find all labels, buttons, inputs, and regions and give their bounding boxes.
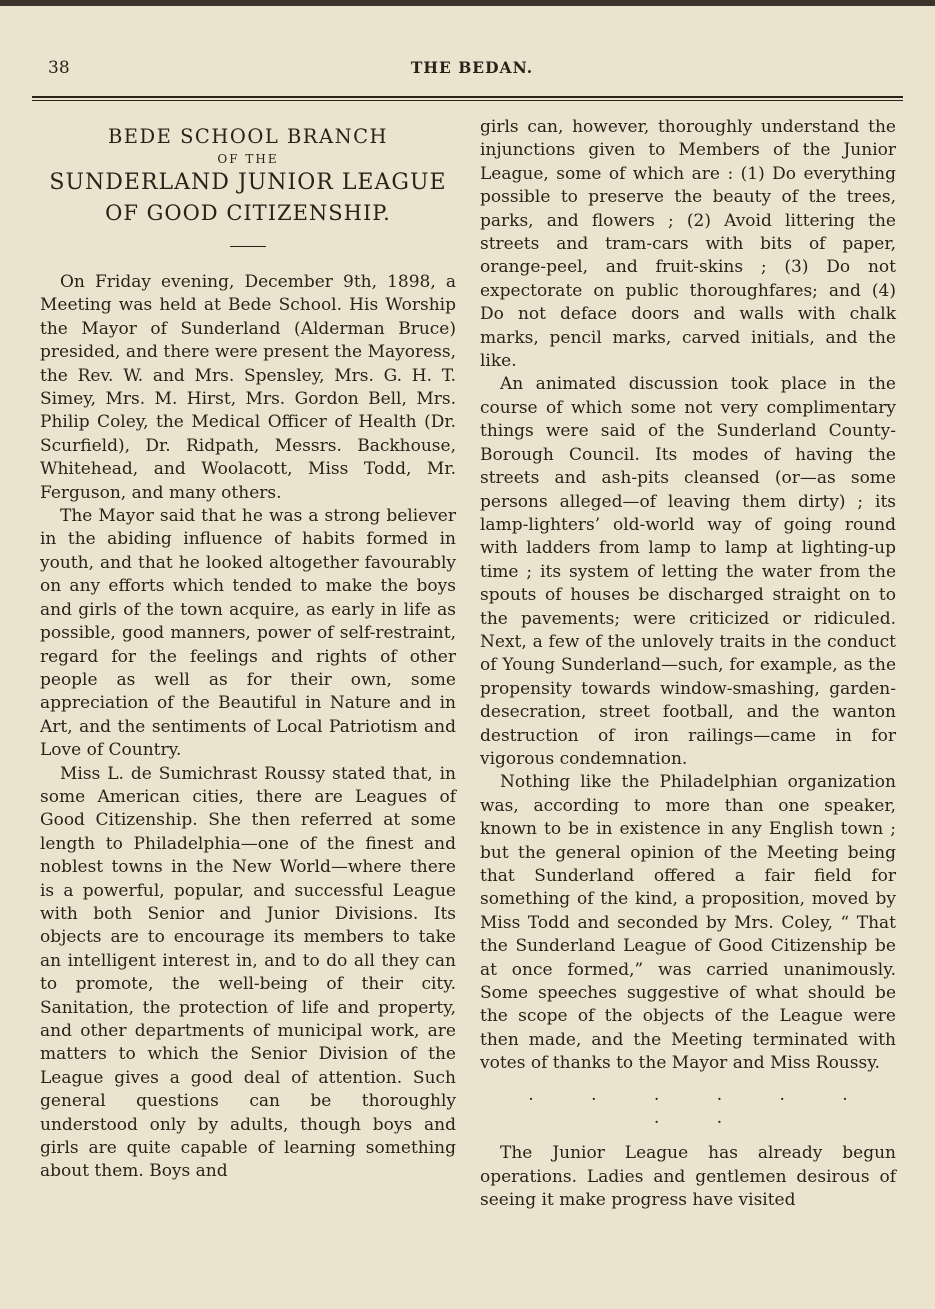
paragraph-meeting: On Friday evening, December 9th, 1898, a Meeting was held at Bede School. His Worship the Mayor of Sunderland (Alderman Bruce) presided, and there were present the Mayoress, the Rev. W. and Mrs. Spensley, Mrs. G. H. T. Simey, Mrs. M. Hirst, Mrs. Gordon Bell, Mrs. Philip Coley, the Medical Officer of Health (Dr. Scurfield), Dr. Ridpath, Messrs. Backhouse, Whitehead, and Woolacott, Miss Todd, Mr. Ferguson, and many others. xyxy=(40,272,456,503)
header-rule xyxy=(32,96,903,98)
page-header xyxy=(48,58,896,86)
paragraph-discussion: An animated discussion took place in the course of which some not very complimentary things were said of the Sunderland County-Borough Council. Its modes of having the streets and ash-pits cleansed (or—as some persons alleged—of leaving them dirty) ; its lamp-lighters’ old-world way of going round with ladders from lamp to lamp at lighting-up time ; its system of letting the water from the spouts of houses be discharged straight on to the pavements; were criticized or ridiculed. Next, a few of the unlovely traits in the conduct of Young Sunderland—such, for example, as the propensity towards window-smashing, garden-desecration, street football, and the wanton destruction of iron railings—came in for vigorous condemnation. xyxy=(480,374,896,769)
section-separator: . . . . . . . . xyxy=(528,1084,874,1129)
article-title xyxy=(40,124,456,228)
paragraph-roussy: Miss L. de Sumichrast Roussy stated that, in some American cities, there are Leagues of Good Citizenship. She then referred at some length to Philadelphia—one of the finest and noblest towns in the New World—where there is a powerful, popular, and successful League with both Senior and Junior Divisions. Its objects are to encourage its members to take an intelligent interest in, and to do all they can to promote, the well-being of their city. Sanitation, the protection of life and property, and other departments of municipal work, are matters to which the Senior Division of the League gives a good deal of attention. Such general questions can be thoroughly understood only by adults, though boys and girls are quite capable of learning something about them. Boys and xyxy=(40,763,456,1182)
left-column xyxy=(40,116,456,1184)
paragraph-mayor: The Mayor said that he was a strong believer in the abiding influence of habits formed in youth, and that he looked altogether favourably on any efforts which tended to make the boys and girls of the town acquire, as early in life as possible, good manners, power of self-restraint, regard for the feelings and rights of other people as well as for their own, some appreciation of the Beautiful in Nature and in Art, and the sentiments of Local Patriotism and Love of Country. xyxy=(40,506,456,761)
header-rule-thin xyxy=(32,100,903,101)
page-number: 38 xyxy=(48,58,70,78)
title-line-1: BEDE SCHOOL BRANCH xyxy=(107,125,389,148)
paragraph-proposition: Nothing like the Philadelphian organization was, according to more than one speaker, known to be in existence in any English town ; but the general opinion of the Meeting being that Sunderland offered a fair field for something of the kind, a proposition, moved by Miss Todd and seconded by Mrs. Coley, “ That the Sunderland League of Good Citizenship be at once formed,” was carried unanimously. Some speeches suggestive of what should be the scope of the objects of the League were then made, and the Meeting terminated with votes of thanks to the Mayor and Miss Roussy. xyxy=(480,772,896,1074)
paragraph-junior-league: The Junior League has already begun operations. Ladies and gentlemen desirous of seeing it make progress have visited xyxy=(480,1143,896,1211)
title-line-3: SUNDERLAND JUNIOR LEAGUE xyxy=(49,170,447,195)
running-title: THE BEDAN. xyxy=(410,58,534,77)
title-line-2: OF THE xyxy=(217,152,279,166)
title-divider xyxy=(230,246,266,247)
right-column xyxy=(480,116,896,1213)
title-line-4: OF GOOD CITIZENSHIP. xyxy=(105,201,391,225)
page-top-edge xyxy=(0,0,935,6)
paragraph-continuation: girls can, however, thoroughly understand the injunctions given to Members of the Junior League, some of which are : (1) Do everything possible to preserve the beauty of the trees, parks, and flowers ; (2) Avoid littering the streets and tram-cars with bits of paper, orange-peel, and fruit-skins ; (3) Do not expectorate on public thoroughfares; and (4) Do not deface doors and walls with chalk marks, pencil marks, carved initials, and the like. xyxy=(480,117,896,372)
